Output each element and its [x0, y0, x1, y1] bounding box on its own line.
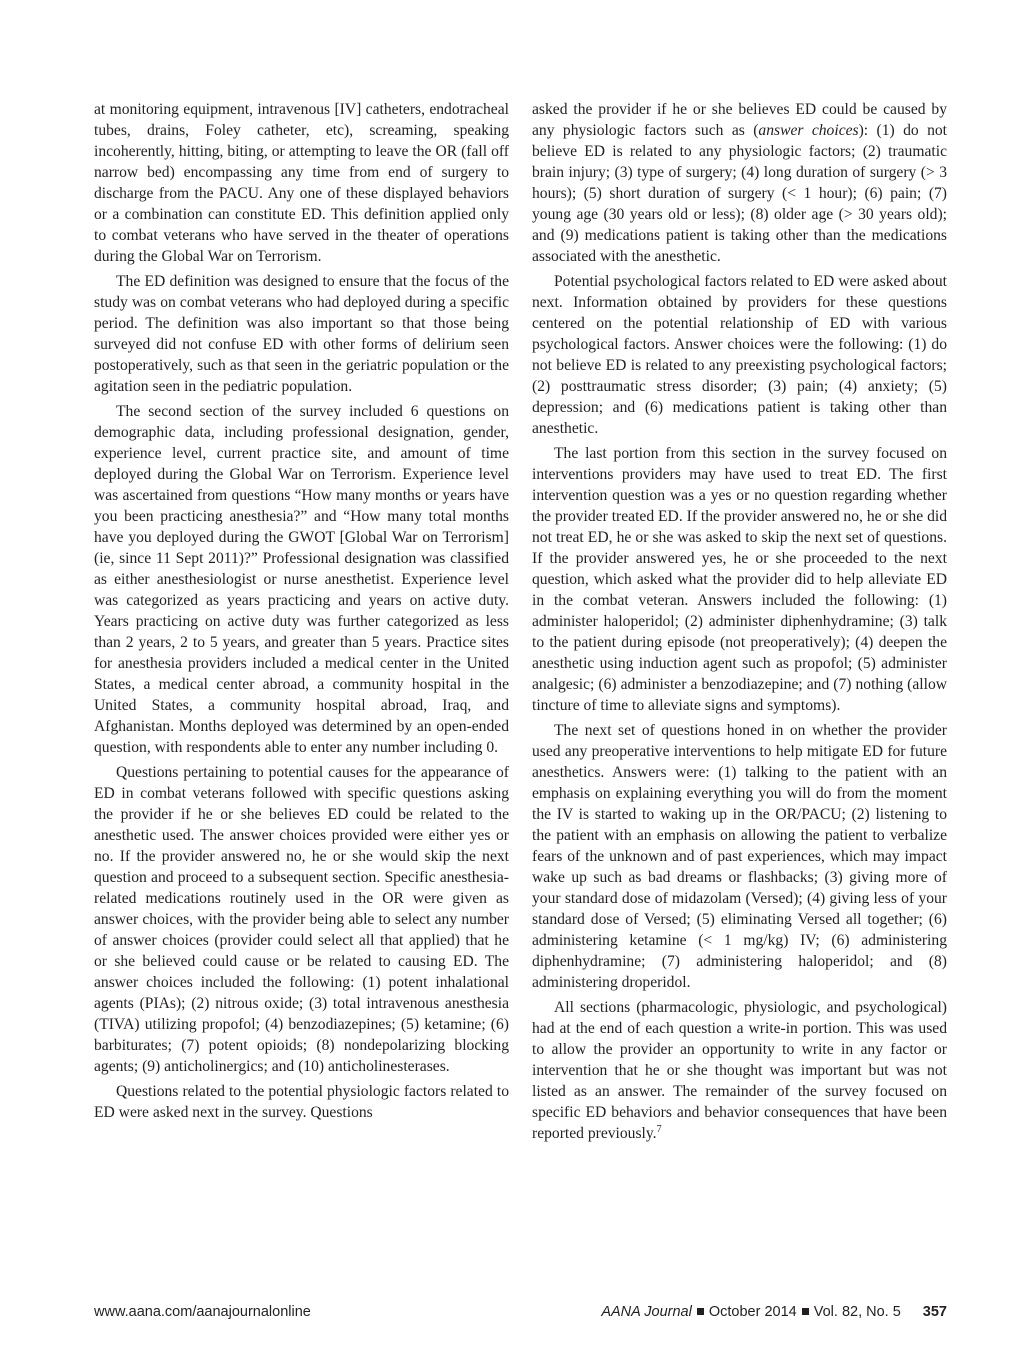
paragraph: Potential psychological factors related to ED were asked about next. Information obtained by providers for these questions centered on the potential relationship of ED with various psychological factors. Answer choices were the following: (1) do not believe ED is related to any preexisting psychological factors; (2) posttraumatic stress disorder; (3) pain; (4) anxiety; (5) depression; and (6) medications patient is taking other than anesthetic. — [532, 273, 947, 437]
volume-number: Vol. 82, No. 5 — [813, 1304, 901, 1320]
paragraph: at monitoring equipment, intravenous [IV] catheters, endotracheal tubes, drains, Foley catheter, etc), screaming, speaking incoherently, hitting, biting, or attempting to leave the OR (fall off narrow bed) encompassing any time from end of surgery to discharge from the PACU. Any one of these displayed behaviors or a combination can constitute ED. This definition applied only to combat veterans who have served in the theater of operations during the Global War on Terrorism. — [94, 101, 509, 265]
paragraph: The last portion from this section in the survey focused on interventions providers may have used to treat ED. The first intervention question was a yes or no question regarding whether the provider treated ED. If the provider answered no, he or she did not treat ED, he or she was asked to skip the next set of questions. If the provider answered yes, he or she proceeded to the next question, which asked what the provider did to help alleviate ED in the combat veteran. Answers included the following: (1) administer haloperidol; (2) administer diphenhydramine; (3) talk to the patient during episode (not preoperatively); (4) deepen the anesthetic using induction agent such as propofol; (5) administer analgesic; (6) administer a benzodiazepine; and (7) nothing (allow tincture of time to alleviate signs and symptoms). — [532, 445, 947, 714]
italic-text: answer choices — [758, 122, 859, 139]
reference-superscript: 7 — [656, 1123, 662, 1135]
paragraph-text: ): (1) do not believe ED is related to any physiologic factors; (2) traumatic brain injury; (3) type of surgery; (4) long duration of surgery (> 3 hours); (5) short duration of surgery (< 1 hour); (6) pain; (7) young age (30 years old or less); (8) older age (> 30 years old); and (9) medications patient is taking other than the medications associated with the anesthetic. — [532, 122, 947, 265]
journal-url[interactable]: www.aana.com/aanajournalonline — [94, 1304, 311, 1320]
left-column — [94, 99, 509, 1127]
paragraph: The ED definition was designed to ensure that the focus of the study was on combat veterans who had deployed during a specific period. The definition was also important so that those being surveyed did not confuse ED with other forms of delirium seen postoperatively, such as that seen in the geriatric population or the agitation seen in the pediatric population. — [94, 273, 509, 395]
paragraph-text: All sections (pharmacologic, physiologic, and psychological) had at the end of each question a write-in portion. This was used to allow the provider an opportunity to write in any factor or intervention that he or she thought was important but was not listed as an answer. The remainder of the survey focused on specific ED behaviors and behavior consequences that have been reported previously. — [532, 999, 947, 1142]
right-column — [532, 99, 947, 1148]
paragraph: Questions pertaining to potential causes for the appearance of ED in combat veterans followed with specific questions asking the provider if he or she believes ED could be related to the anesthetic used. The answer choices provided were either yes or no. If the provider answered no, he or she would skip the next question and proceed to a subsequent section. Specific anesthesia-related medications routinely used in the OR were given as answer choices, with the provider being able to select any number of answer choices (provider could select all that applied) that he or she believed could cause or be related to causing ED. The answer choices included the following: (1) potent inhalational agents (PIAs); (2) nitrous oxide; (3) total intravenous anesthesia (TIVA) utilizing propofol; (4) benzodiazepines; (5) ketamine; (6) barbiturates; (7) potent opioids; (8) nondepolarizing blocking agents; (9) anticholinergics; and (10) anticholinesterases. — [94, 764, 509, 1075]
journal-name: AANA Journal — [601, 1304, 692, 1320]
paragraph — [532, 99, 947, 267]
square-bullet-icon — [697, 1308, 704, 1315]
page-footer — [94, 1304, 947, 1324]
paragraph — [532, 997, 947, 1144]
paragraph: Questions related to the potential physiologic factors related to ED were asked next in the survey. Questions — [94, 1083, 509, 1121]
page-number: 357 — [922, 1304, 947, 1320]
issue-date: October 2014 — [708, 1304, 797, 1320]
journal-citation — [601, 1304, 947, 1320]
paragraph: The next set of questions honed in on whether the provider used any preoperative interventions to help mitigate ED for future anesthetics. Answers were: (1) talking to the patient with an emphasis on explaining everything you will do from the moment the IV is started to waking up in the OR/PACU; (2) listening to the patient with an emphasis on allowing the patient to verbalize fears of the unknown and of past experiences, which may impact wake up such as bad dreams or flashbacks; (3) giving more of your standard dose of midazolam (Versed); (4) giving less of your standard dose of Versed; (5) eliminating Versed all together; (6) administering ketamine (< 1 mg/kg) IV; (6) administering diphenhydramine; (7) administering haloperidol; and (8) administering droperidol. — [532, 722, 947, 991]
paragraph-text: asked the provider if he or she believes ED could be caused by any physiologic factors such as ( — [532, 101, 947, 139]
square-bullet-icon — [802, 1308, 809, 1315]
paragraph: The second section of the survey included 6 questions on demographic data, including professional designation, gender, experience level, current practice site, and amount of time deployed during the Global War on Terrorism. Experience level was ascertained from questions “How many months or years have you been practicing anesthesia?” and “How many total months have you deployed during the GWOT [Global War on Terrorism] (ie, since 11 Sept 2011)?” Professional designation was classified as either anesthesiologist or nurse anesthetist. Experience level was categorized as years practicing and years on active duty. Years practicing on active duty was further categorized as less than 2 years, 2 to 5 years, and greater than 5 years. Practice sites for anesthesia providers included a medical center in the United States, a medical center abroad, a community hospital in the United States, a community hospital abroad, Iraq, and Afghanistan. Months deployed was determined by an open-ended question, with respondents able to enter any number including 0. — [94, 403, 509, 756]
